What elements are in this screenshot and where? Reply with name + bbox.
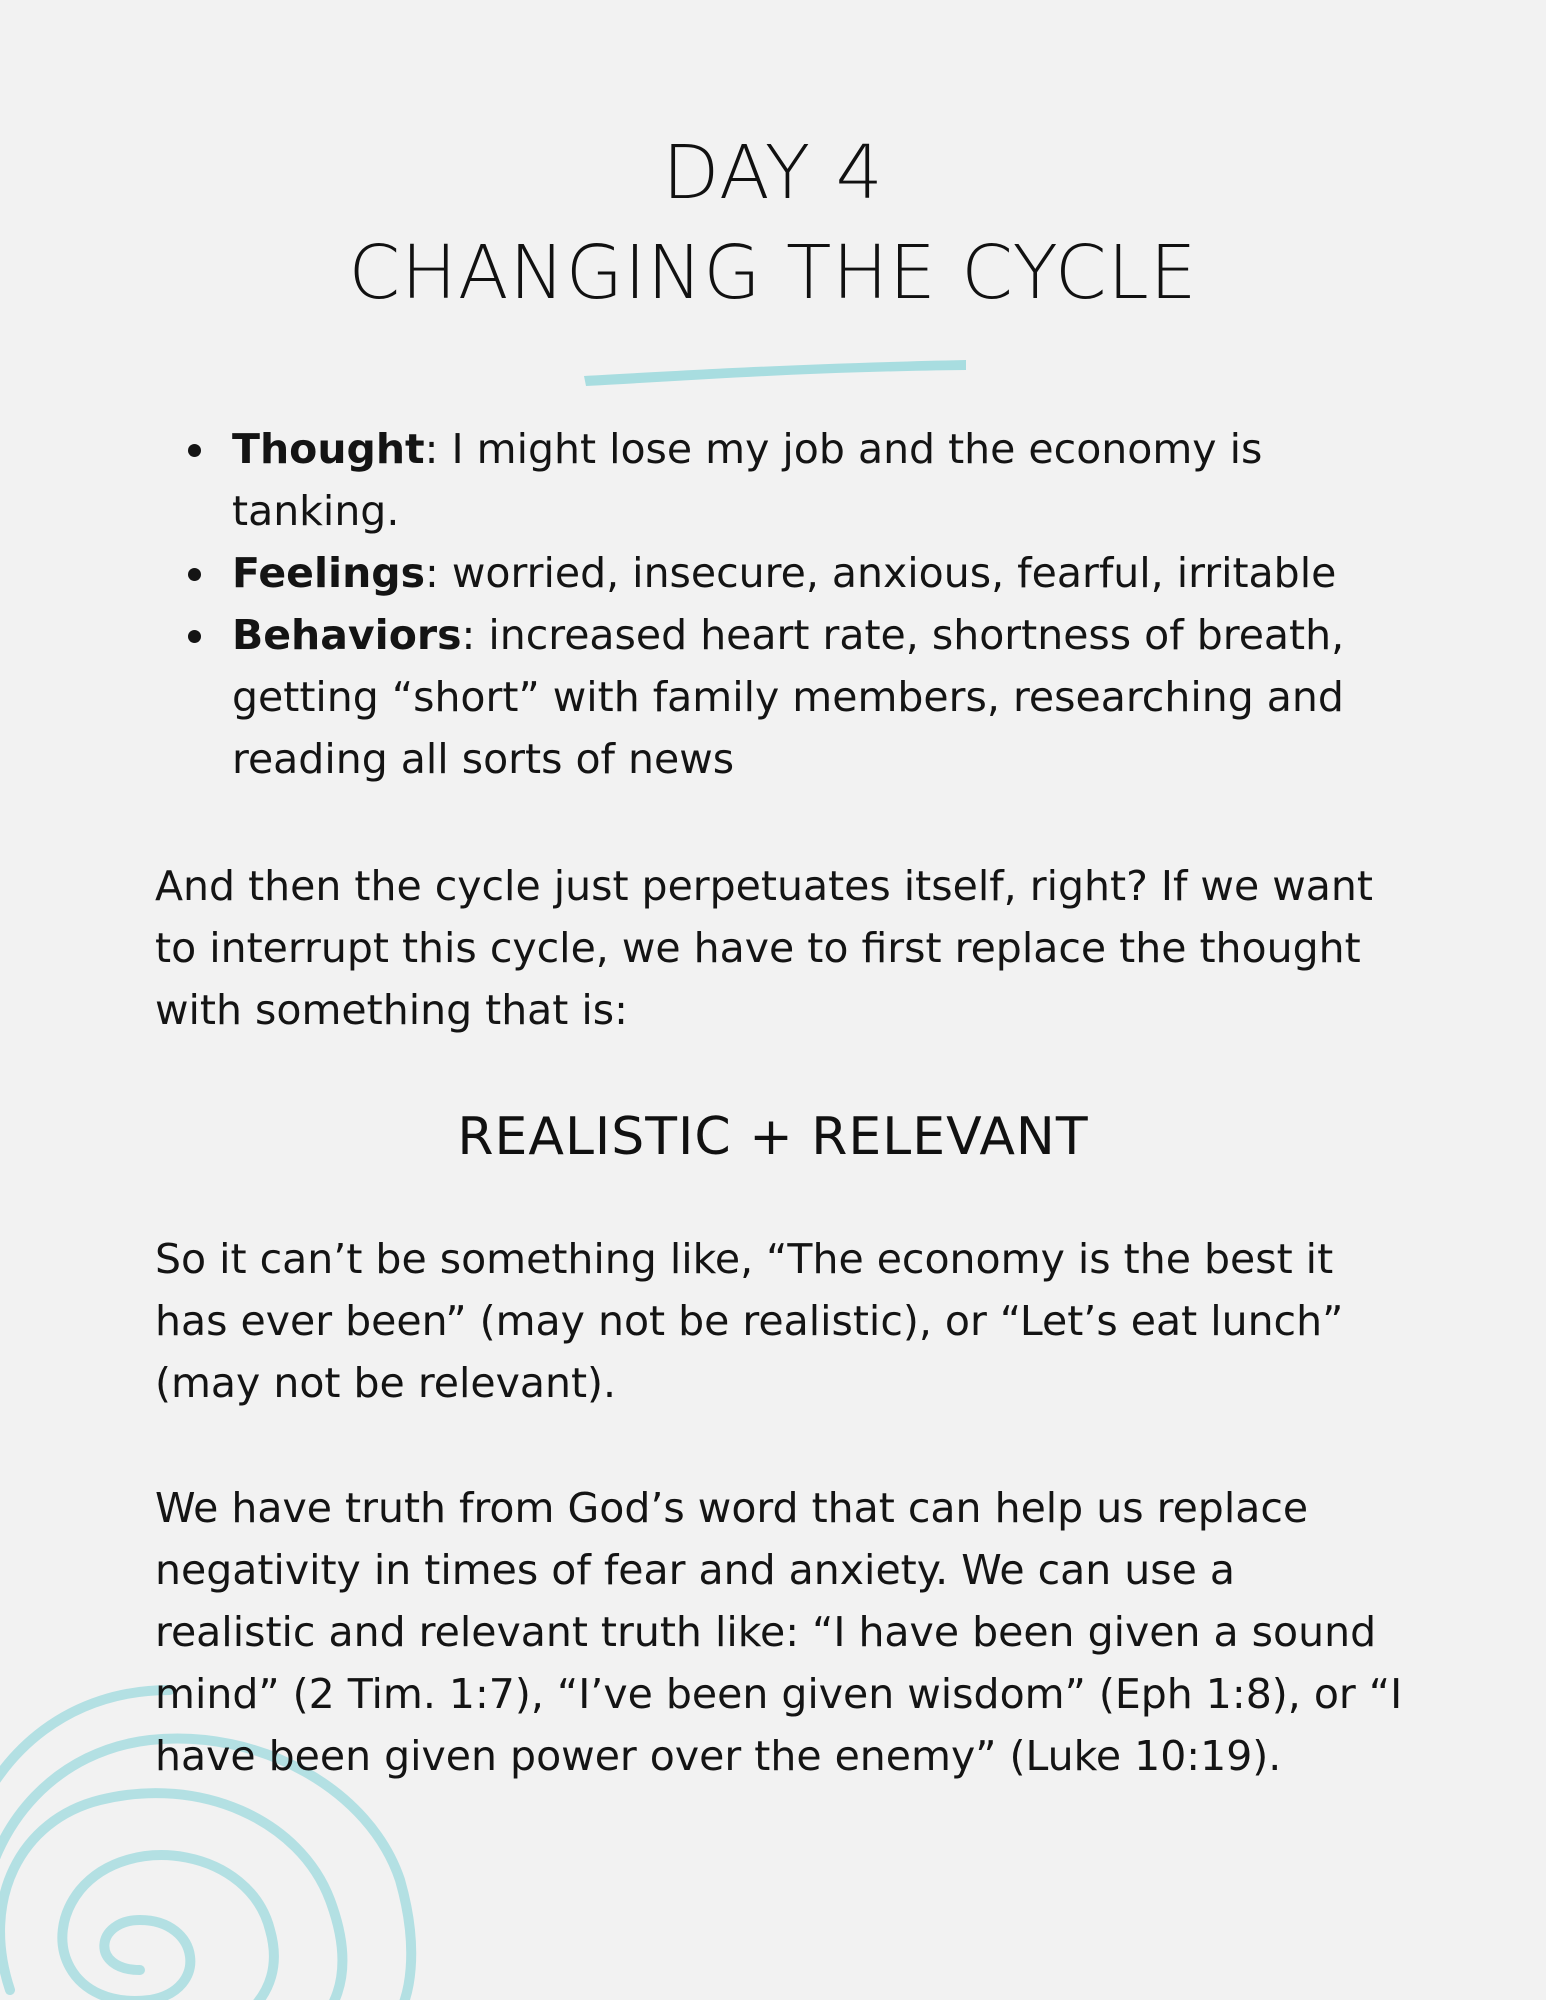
- bullet-label: Behaviors: [232, 611, 462, 659]
- list-item-behaviors: [155, 604, 1405, 790]
- bullet-text: : I might lose my job and the economy is tanking.: [232, 425, 1263, 535]
- bullet-text: : worried, insecure, anxious, fearful, irritable: [425, 549, 1337, 597]
- list-item-feelings: [155, 542, 1405, 604]
- bullet-label: Thought: [232, 425, 425, 473]
- cycle-bullet-list: [155, 418, 1405, 790]
- bullet-dot-icon: [188, 444, 201, 457]
- subheading: REALISTIC + RELEVANT: [457, 1107, 1089, 1167]
- bullet-dot-icon: [188, 630, 201, 643]
- list-item-thought: [155, 418, 1405, 542]
- page-title: CHANGING THE CYCLE: [348, 230, 1198, 316]
- bullet-dot-icon: [188, 568, 201, 581]
- paragraph-truth: We have truth from God’s word that can help us replace negativity in times of fear and anxiety. We can use a realistic and relevant truth like: “I have been given a sound mind” (2 Tim. 1:7), “I’ve been given wisdom” (Eph 1:8), or “I have been given power over the enemy” (Luke 10:19).: [155, 1484, 1403, 1780]
- paragraph-examples: So it can’t be something like, “The economy is the best it has ever been” (may not be realistic), or “Let’s eat lunch” (may not be relevant).: [155, 1235, 1344, 1407]
- brush-stroke-divider: [580, 350, 970, 390]
- bullet-text: : increased heart rate, shortness of breath, getting “short” with family members, researching and reading all sorts of news: [232, 611, 1345, 783]
- bullet-label: Feelings: [232, 549, 426, 597]
- day-heading: DAY 4: [662, 130, 884, 216]
- paragraph-cycle: And then the cycle just perpetuates itself, right? If we want to interrupt this cycle, we have to first replace the thought with something that is:: [155, 862, 1373, 1034]
